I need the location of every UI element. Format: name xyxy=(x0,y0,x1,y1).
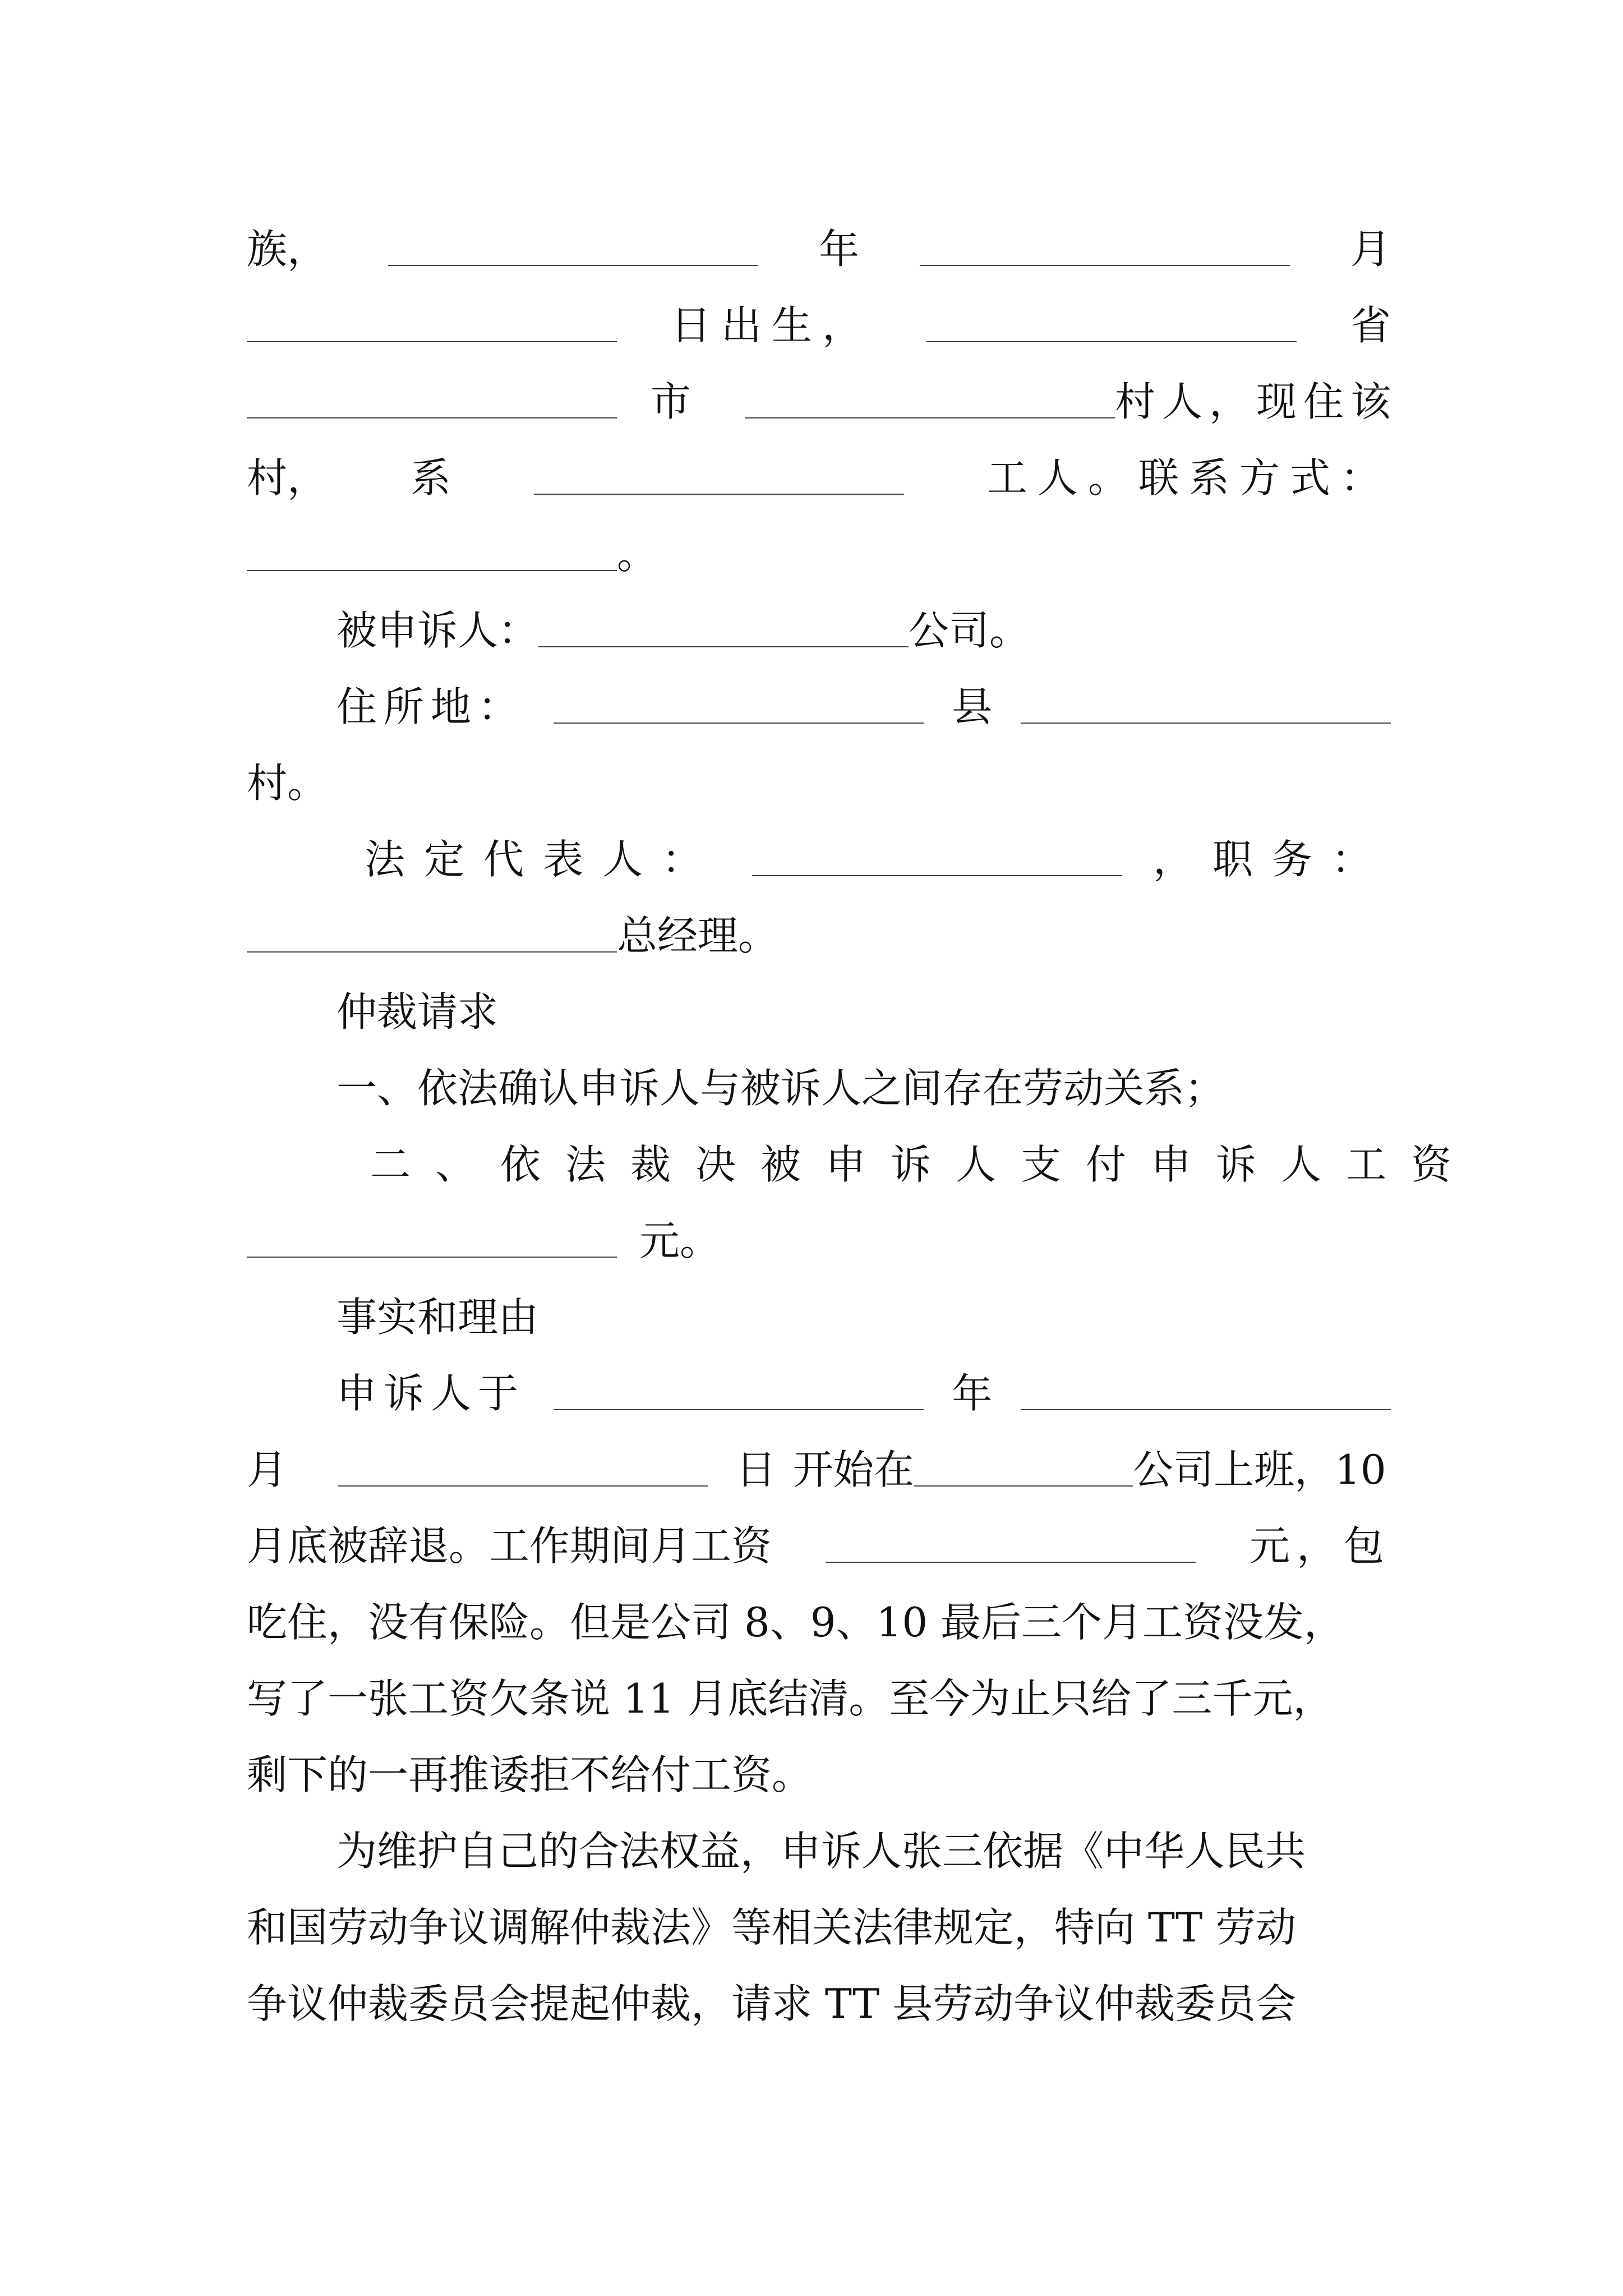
text: 省 xyxy=(1350,302,1391,349)
text-line-5 xyxy=(247,513,1391,589)
text-line-23 xyxy=(247,1886,1391,1962)
text-line-18 xyxy=(247,1504,1391,1581)
text: 仲裁请求 xyxy=(336,988,499,1036)
text-line-20 xyxy=(247,1657,1391,1733)
text: ，职务： xyxy=(1152,836,1391,883)
blank-village xyxy=(745,378,1115,418)
text: 村人，现住该 xyxy=(1115,378,1398,425)
blank-city xyxy=(247,378,617,418)
blank-position xyxy=(247,912,617,953)
text: 写了一张工资欠条说 11 月底结清。至今为止只给了三千元， xyxy=(247,1675,1334,1722)
text: 月 xyxy=(247,1446,288,1493)
text: 族， xyxy=(247,226,328,273)
text-line-9 xyxy=(365,818,1391,894)
text-line-14 xyxy=(247,1199,1391,1276)
text: 被申诉人： xyxy=(336,607,539,654)
blank-birth-year xyxy=(388,226,758,266)
section-heading-facts-reasons xyxy=(336,1276,1391,1352)
text: 开始在 xyxy=(793,1446,915,1493)
text: 年 xyxy=(952,1370,993,1417)
blank-province xyxy=(926,302,1297,342)
text: 公司上班，10 xyxy=(1133,1446,1386,1493)
blank-birth-month xyxy=(920,226,1290,266)
blank-address-county xyxy=(554,683,924,724)
text-line-19 xyxy=(247,1581,1391,1657)
text: 总经理。 xyxy=(617,912,779,959)
blank-address-village xyxy=(1021,683,1391,724)
blank-start-year xyxy=(554,1370,924,1410)
text-line-13 xyxy=(370,1123,1477,1199)
text-line-2 xyxy=(247,284,1391,360)
text: 日 xyxy=(736,1446,777,1493)
text: 申诉人于 xyxy=(336,1370,525,1417)
text-line-10 xyxy=(247,894,1391,970)
text: 村， xyxy=(247,454,328,501)
blank-occupation xyxy=(534,454,904,495)
text: 月 xyxy=(1350,226,1391,273)
text: 村。 xyxy=(247,760,328,807)
text: 争议仲裁委员会提起仲裁，请求 TT 县劳动争议仲裁委员会 xyxy=(247,1980,1297,2027)
blank-start-month xyxy=(1021,1370,1391,1410)
blank-monthly-wage xyxy=(826,1522,1196,1563)
text-line-12 xyxy=(336,1047,1391,1123)
blank-birth-day xyxy=(247,302,617,342)
text-line-4 xyxy=(247,436,1391,513)
text: 系 xyxy=(411,454,451,501)
text-line-1 xyxy=(247,208,1391,284)
text: 县 xyxy=(952,683,993,730)
text-line-6 xyxy=(336,589,1391,665)
text: 年 xyxy=(818,226,859,273)
section-heading-arbitration-request xyxy=(336,970,1391,1047)
text: 公司。 xyxy=(909,607,1030,654)
text: 剩下的一再推诿拒不给付工资。 xyxy=(247,1751,813,1798)
text: 二、依法裁决被申诉人支付申诉人工资 xyxy=(370,1141,1477,1188)
text-line-22 xyxy=(336,1810,1391,1886)
text: 元，包 xyxy=(1249,1522,1391,1570)
blank-respondent-company xyxy=(538,607,909,647)
text-line-24 xyxy=(247,1962,1391,2039)
text-line-7 xyxy=(336,665,1391,742)
text: 法定代表人： xyxy=(365,836,722,883)
text-line-21 xyxy=(247,1733,1391,1810)
text: 。 xyxy=(617,531,658,578)
blank-legal-representative xyxy=(752,836,1122,876)
text: 事实和理由 xyxy=(336,1294,539,1341)
text-line-3 xyxy=(247,360,1398,436)
blank-wage-amount xyxy=(247,1217,617,1258)
text: 一、依法确认申诉人与被诉人之间存在劳动关系； xyxy=(336,1065,1225,1112)
text-line-8 xyxy=(247,742,1391,818)
text: 市 xyxy=(651,378,691,425)
blank-employer xyxy=(914,1446,1133,1487)
text: 为维护自己的合法权益，申诉人张三依据《中华人民共 xyxy=(336,1828,1306,1875)
blank-contact xyxy=(247,531,617,571)
text: 元。 xyxy=(639,1217,721,1264)
text: 月底被辞退。工作期间月工资 xyxy=(247,1522,772,1570)
text-line-16 xyxy=(336,1352,1391,1428)
text: 工人。联系方式： xyxy=(986,454,1391,501)
text: 日出生， xyxy=(670,302,873,349)
blank-start-day xyxy=(338,1446,708,1487)
text: 和国劳动争议调解仲裁法》等相关法律规定，特向 TT 劳动 xyxy=(247,1904,1297,1951)
text: 住所地： xyxy=(336,683,525,730)
text-line-17 xyxy=(247,1428,1391,1504)
text: 吃住，没有保险。但是公司 8、9、10 最后三个月工资没发， xyxy=(247,1599,1345,1646)
